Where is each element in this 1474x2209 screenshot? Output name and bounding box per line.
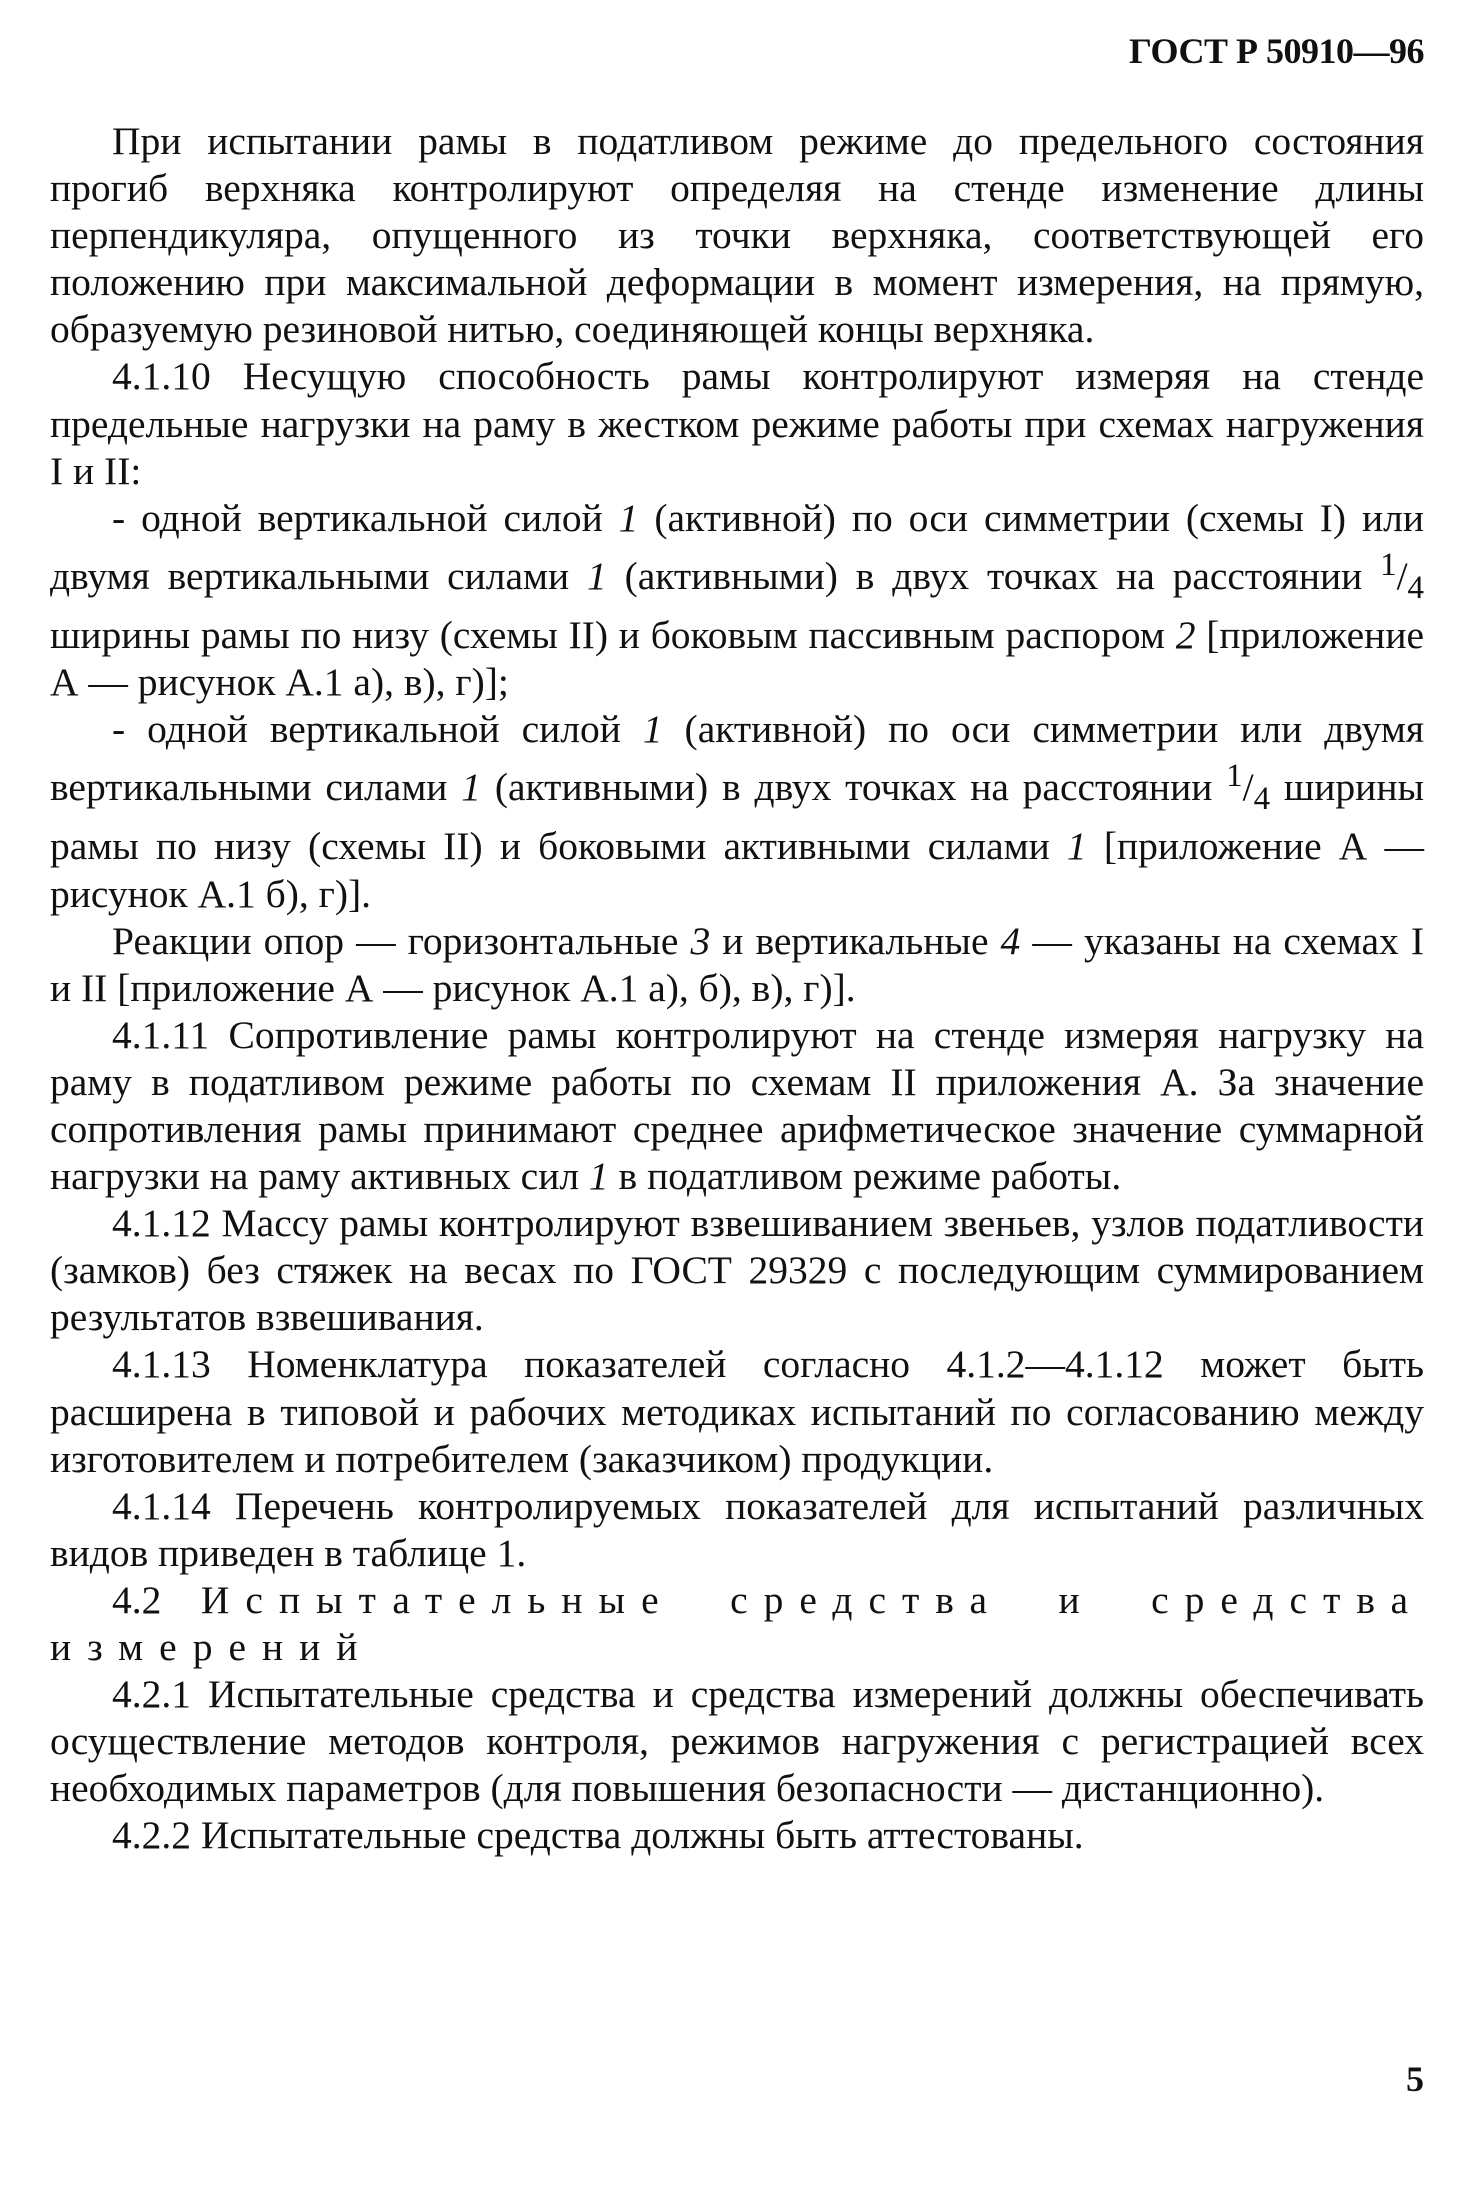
fraction xyxy=(1380,546,1424,606)
fraction-denominator: 4 xyxy=(1253,781,1271,818)
paragraph-deflection: При испытании рамы в податливом режиме до предельного состояния прогиб верхняка контролируют определяя на стенде изменение длины перпендикуляра, опущенного из точки верхняка, соответствующей его положению при максимальной деформации в момент измерения, на прямую, образуемую резиновой нитью, соединяющей концы верхняка. xyxy=(50,119,1424,352)
text-run: (активными) в двух точках на расстоянии xyxy=(481,765,1227,810)
force-number: 3 xyxy=(690,918,711,963)
paragraph-4-1-10: 4.1.10 Несущую способность рамы контролируют измеряя на стенде предельные нагрузки на раму в жестком режиме работы при схемах нагружения I и II: xyxy=(50,354,1424,493)
fraction-separator: / xyxy=(1242,765,1254,810)
section-heading-4-2 xyxy=(50,1577,1424,1671)
paragraph-load-scheme-1 xyxy=(50,495,1424,706)
text-run: - одной вертикальной силой xyxy=(112,707,643,752)
force-number: 1 xyxy=(642,707,663,752)
paragraph-load-scheme-2 xyxy=(50,706,1424,917)
fraction-numerator: 1 xyxy=(1226,758,1243,795)
text-run: ширины рамы по низу (схемы II) и боковым пассивным распором xyxy=(50,612,1176,657)
fraction xyxy=(1226,758,1271,818)
text-run: Реакции опор — горизонтальные xyxy=(112,918,691,963)
paragraph-4-1-13: 4.1.13 Номенклатура показателей согласно 4.1.2—4.1.12 может быть расширена в типовой и рабочих методиках испытаний по согласованию между изготовителем и потребителем (заказчиком) продукции. xyxy=(50,1342,1424,1481)
force-number: 2 xyxy=(1175,612,1196,657)
document-body xyxy=(50,118,1424,1859)
document-header: ГОСТ Р 50910—96 xyxy=(1129,31,1424,71)
text-run: (активной) по оси симметрии (схемы I) или двумя вертикальными силами xyxy=(50,495,1424,598)
text-run: — указаны на схемах I и II [приложение А — рисунок А.1 а), б), в), г)]. xyxy=(50,918,1424,1010)
page-number: 5 xyxy=(1406,2059,1424,2099)
force-number: 1 xyxy=(461,765,482,810)
paragraph-4-1-11 xyxy=(50,1012,1424,1200)
section-title: Испытательные средства и средства измерений xyxy=(50,1577,1424,1669)
text-run: (активными) в двух точках на расстоянии xyxy=(606,554,1381,598)
force-number: 4 xyxy=(1000,918,1021,963)
force-number: 1 xyxy=(586,554,607,598)
paragraph-4-2-1: 4.2.1 Испытательные средства и средства измерений должны обеспечивать осуществление методов контроля, режимов нагружения с регистрацией всех необходимых параметров (для повышения безопасности — дистанционно). xyxy=(50,1672,1424,1811)
paragraph-4-1-12: 4.1.12 Массу рамы контролируют взвешиванием звеньев, узлов податливости (замков) без стяжек на весах по ГОСТ 29329 с последующим суммированием результатов взвешивания. xyxy=(50,1201,1424,1340)
text-run: и вертикальные xyxy=(710,918,1001,963)
text-run: в податливом режиме работы. xyxy=(608,1154,1122,1199)
section-number: 4.2 xyxy=(112,1577,162,1622)
text-run: - одной вертикальной силой xyxy=(112,495,619,540)
fraction-denominator: 4 xyxy=(1407,569,1424,606)
force-number: 1 xyxy=(588,1154,609,1199)
fraction-separator: / xyxy=(1396,554,1408,598)
paragraph-support-reactions xyxy=(50,918,1424,1012)
text-run: [приложение А — рисунок А.1 а), в), г)]; xyxy=(50,612,1424,705)
text-run: 4.1.11 Сопротивление рамы контролируют на стенде измеряя нагрузку на раму в податливом режиме работы по схемам II приложения А. За значение сопротивления рамы принимают среднее арифметическое значение суммарной нагрузки на раму активных сил xyxy=(50,1012,1424,1199)
text-run: (активной) по оси симметрии или двумя вертикальными силами xyxy=(50,707,1424,810)
fraction-numerator: 1 xyxy=(1380,546,1397,583)
force-number: 1 xyxy=(1066,824,1087,869)
force-number: 1 xyxy=(618,495,639,540)
paragraph-4-2-2: 4.2.2 Испытательные средства должны быть аттестованы. xyxy=(112,1813,1084,1858)
text-run: [приложение А — рисунок А.1 б), г)]. xyxy=(50,824,1424,916)
text-run: ширины рамы по низу (схемы II) и боковыми активными силами xyxy=(50,765,1424,869)
paragraph-4-1-14: 4.1.14 Перечень контролируемых показателей для испытаний различных видов приведен в таблице 1. xyxy=(50,1483,1424,1575)
